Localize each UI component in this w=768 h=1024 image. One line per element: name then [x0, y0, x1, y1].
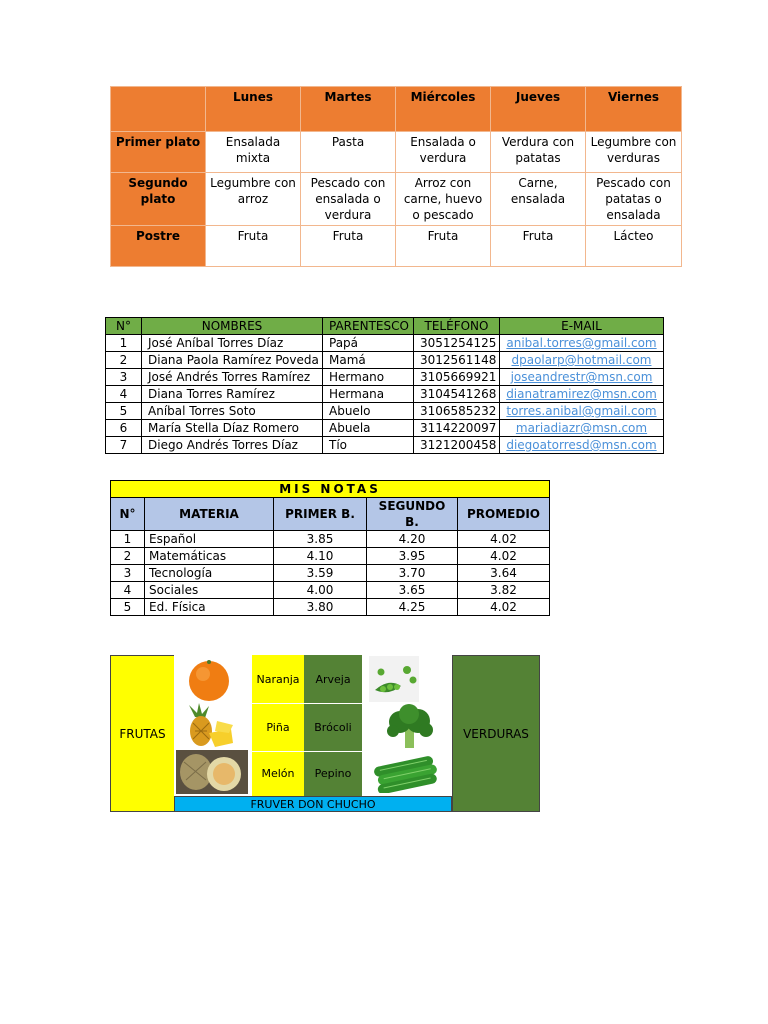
grade-second-term: 4.20 — [367, 531, 458, 548]
vegetable-name: Pepino — [304, 751, 362, 796]
table-row — [111, 599, 550, 616]
contact-relation: Abuelo — [323, 403, 414, 420]
grade-first-term: 4.10 — [274, 548, 367, 565]
grades-header-cell: PRIMER B. — [274, 498, 367, 531]
fruver-diagram — [110, 655, 540, 812]
grades-header-cell: MATERIA — [145, 498, 274, 531]
vegetable-name: Arveja — [304, 655, 362, 703]
contact-name: María Stella Díaz Romero — [142, 420, 323, 437]
grade-number: 4 — [111, 582, 145, 599]
melon-icon — [176, 750, 248, 794]
menu-cell: Lácteo — [586, 226, 682, 267]
grade-subject: Tecnología — [145, 565, 274, 582]
contact-name: José Aníbal Torres Díaz — [142, 335, 323, 352]
contact-number: 6 — [106, 420, 142, 437]
fruit-name: Melón — [252, 751, 304, 796]
peas-icon — [368, 656, 420, 702]
grade-subject: Sociales — [145, 582, 274, 599]
menu-row — [111, 173, 682, 226]
grade-subject: Ed. Física — [145, 599, 274, 616]
grade-second-term: 4.25 — [367, 599, 458, 616]
contact-number: 7 — [106, 437, 142, 454]
contact-relation: Hermana — [323, 386, 414, 403]
orange-icon — [176, 657, 242, 702]
menu-cell: Fruta — [206, 226, 301, 267]
contact-name: Diana Torres Ramírez — [142, 386, 323, 403]
contact-phone: 3105669921 — [414, 369, 500, 386]
contact-phone: 3106585232 — [414, 403, 500, 420]
grade-first-term: 3.59 — [274, 565, 367, 582]
table-row — [106, 352, 664, 369]
table-row — [106, 403, 664, 420]
contact-number: 1 — [106, 335, 142, 352]
menu-row-label: Postre — [111, 226, 206, 267]
menu-cell: Pasta — [301, 132, 396, 173]
menu-cell: Fruta — [301, 226, 396, 267]
menu-day-header: Viernes — [586, 87, 682, 132]
contacts-header-cell: NOMBRES — [142, 318, 323, 335]
menu-day-header: Martes — [301, 87, 396, 132]
contacts-header-cell: TELÉFONO — [414, 318, 500, 335]
grade-subject: Español — [145, 531, 274, 548]
weekly-menu-table — [110, 86, 682, 267]
menu-cell: Ensalada mixta — [206, 132, 301, 173]
menu-day-header: Jueves — [491, 87, 586, 132]
contact-number: 2 — [106, 352, 142, 369]
grade-average: 4.02 — [458, 548, 550, 565]
contact-phone: 3012561148 — [414, 352, 500, 369]
family-contacts-table — [105, 317, 664, 454]
vegetables-label: VERDURAS — [452, 655, 540, 812]
contact-email-link[interactable]: mariadiazr@msn.com — [500, 420, 664, 437]
contact-phone: 3114220097 — [414, 420, 500, 437]
grade-number: 3 — [111, 565, 145, 582]
table-row — [106, 420, 664, 437]
table-row — [111, 531, 550, 548]
grade-average: 4.02 — [458, 599, 550, 616]
menu-cell: Carne, ensalada — [491, 173, 586, 226]
menu-cell: Pescado con patatas o ensalada — [586, 173, 682, 226]
menu-row — [111, 226, 682, 267]
contact-phone: 3051254125 — [414, 335, 500, 352]
broccoli-icon — [380, 704, 440, 750]
contacts-header-cell: N° — [106, 318, 142, 335]
contact-relation: Hermano — [323, 369, 414, 386]
pineapple-icon — [176, 703, 242, 749]
grade-average: 4.02 — [458, 531, 550, 548]
menu-cell: Pescado con ensalada o verdura — [301, 173, 396, 226]
grades-title-row — [111, 481, 550, 498]
table-row — [106, 335, 664, 352]
menu-row — [111, 132, 682, 173]
menu-cell: Fruta — [396, 226, 491, 267]
cucumber-icon — [370, 752, 442, 794]
contact-number: 3 — [106, 369, 142, 386]
fruit-name: Piña — [252, 703, 304, 751]
contact-relation: Abuela — [323, 420, 414, 437]
grade-second-term: 3.65 — [367, 582, 458, 599]
menu-corner-cell — [111, 87, 206, 132]
table-row — [111, 582, 550, 599]
contact-name: Diego Andrés Torres Díaz — [142, 437, 323, 454]
grade-average: 3.82 — [458, 582, 550, 599]
menu-cell: Arroz con carne, huevo o pescado — [396, 173, 491, 226]
contacts-header-row — [106, 318, 664, 335]
table-row — [111, 565, 550, 582]
contact-email-link[interactable]: torres.anibal@gmail.com — [500, 403, 664, 420]
contact-number: 4 — [106, 386, 142, 403]
grades-header-cell: N° — [111, 498, 145, 531]
grade-subject: Matemáticas — [145, 548, 274, 565]
table-row — [106, 386, 664, 403]
contact-name: Diana Paola Ramírez Poveda — [142, 352, 323, 369]
contact-name: Aníbal Torres Soto — [142, 403, 323, 420]
contact-phone: 3121200458 — [414, 437, 500, 454]
menu-cell: Legumbre con verduras — [586, 132, 682, 173]
grades-header-cell: SEGUNDO B. — [367, 498, 458, 531]
contact-email-link[interactable]: diegoatorresd@msn.com — [500, 437, 664, 454]
contact-email-link[interactable]: joseandrestr@msn.com — [500, 369, 664, 386]
grades-header-row — [111, 498, 550, 531]
menu-header-row — [111, 87, 682, 132]
menu-day-header: Lunes — [206, 87, 301, 132]
fruit-name: Naranja — [252, 655, 304, 703]
grade-first-term: 3.85 — [274, 531, 367, 548]
contact-phone: 3104541268 — [414, 386, 500, 403]
vegetable-name: Brócoli — [304, 703, 362, 751]
contact-email-link[interactable]: dianatramirez@msn.com — [500, 386, 664, 403]
contact-number: 5 — [106, 403, 142, 420]
grades-title: MIS NOTAS — [111, 481, 550, 498]
contact-relation: Papá — [323, 335, 414, 352]
menu-cell: Legumbre con arroz — [206, 173, 301, 226]
contacts-header-cell: E-MAIL — [500, 318, 664, 335]
menu-cell: Verdura con patatas — [491, 132, 586, 173]
grade-number: 2 — [111, 548, 145, 565]
contact-name: José Andrés Torres Ramírez — [142, 369, 323, 386]
menu-cell: Ensalada o verdura — [396, 132, 491, 173]
fruits-label: FRUTAS — [110, 655, 174, 812]
contact-email-link[interactable]: anibal.torres@gmail.com — [500, 335, 664, 352]
table-row — [111, 548, 550, 565]
contact-relation: Mamá — [323, 352, 414, 369]
table-row — [106, 369, 664, 386]
contact-relation: Tío — [323, 437, 414, 454]
fruver-footer: FRUVER DON CHUCHO — [174, 796, 452, 812]
grade-average: 3.64 — [458, 565, 550, 582]
grade-number: 1 — [111, 531, 145, 548]
grade-first-term: 3.80 — [274, 599, 367, 616]
grade-second-term: 3.95 — [367, 548, 458, 565]
menu-row-label: Primer plato — [111, 132, 206, 173]
grades-table — [110, 480, 550, 616]
menu-day-header: Miércoles — [396, 87, 491, 132]
menu-cell: Fruta — [491, 226, 586, 267]
menu-row-label: Segundo plato — [111, 173, 206, 226]
grade-first-term: 4.00 — [274, 582, 367, 599]
grade-number: 5 — [111, 599, 145, 616]
contacts-header-cell: PARENTESCO — [323, 318, 414, 335]
grades-header-cell: PROMEDIO — [458, 498, 550, 531]
table-row — [106, 437, 664, 454]
grade-second-term: 3.70 — [367, 565, 458, 582]
contact-email-link[interactable]: dpaolarp@hotmail.com — [500, 352, 664, 369]
